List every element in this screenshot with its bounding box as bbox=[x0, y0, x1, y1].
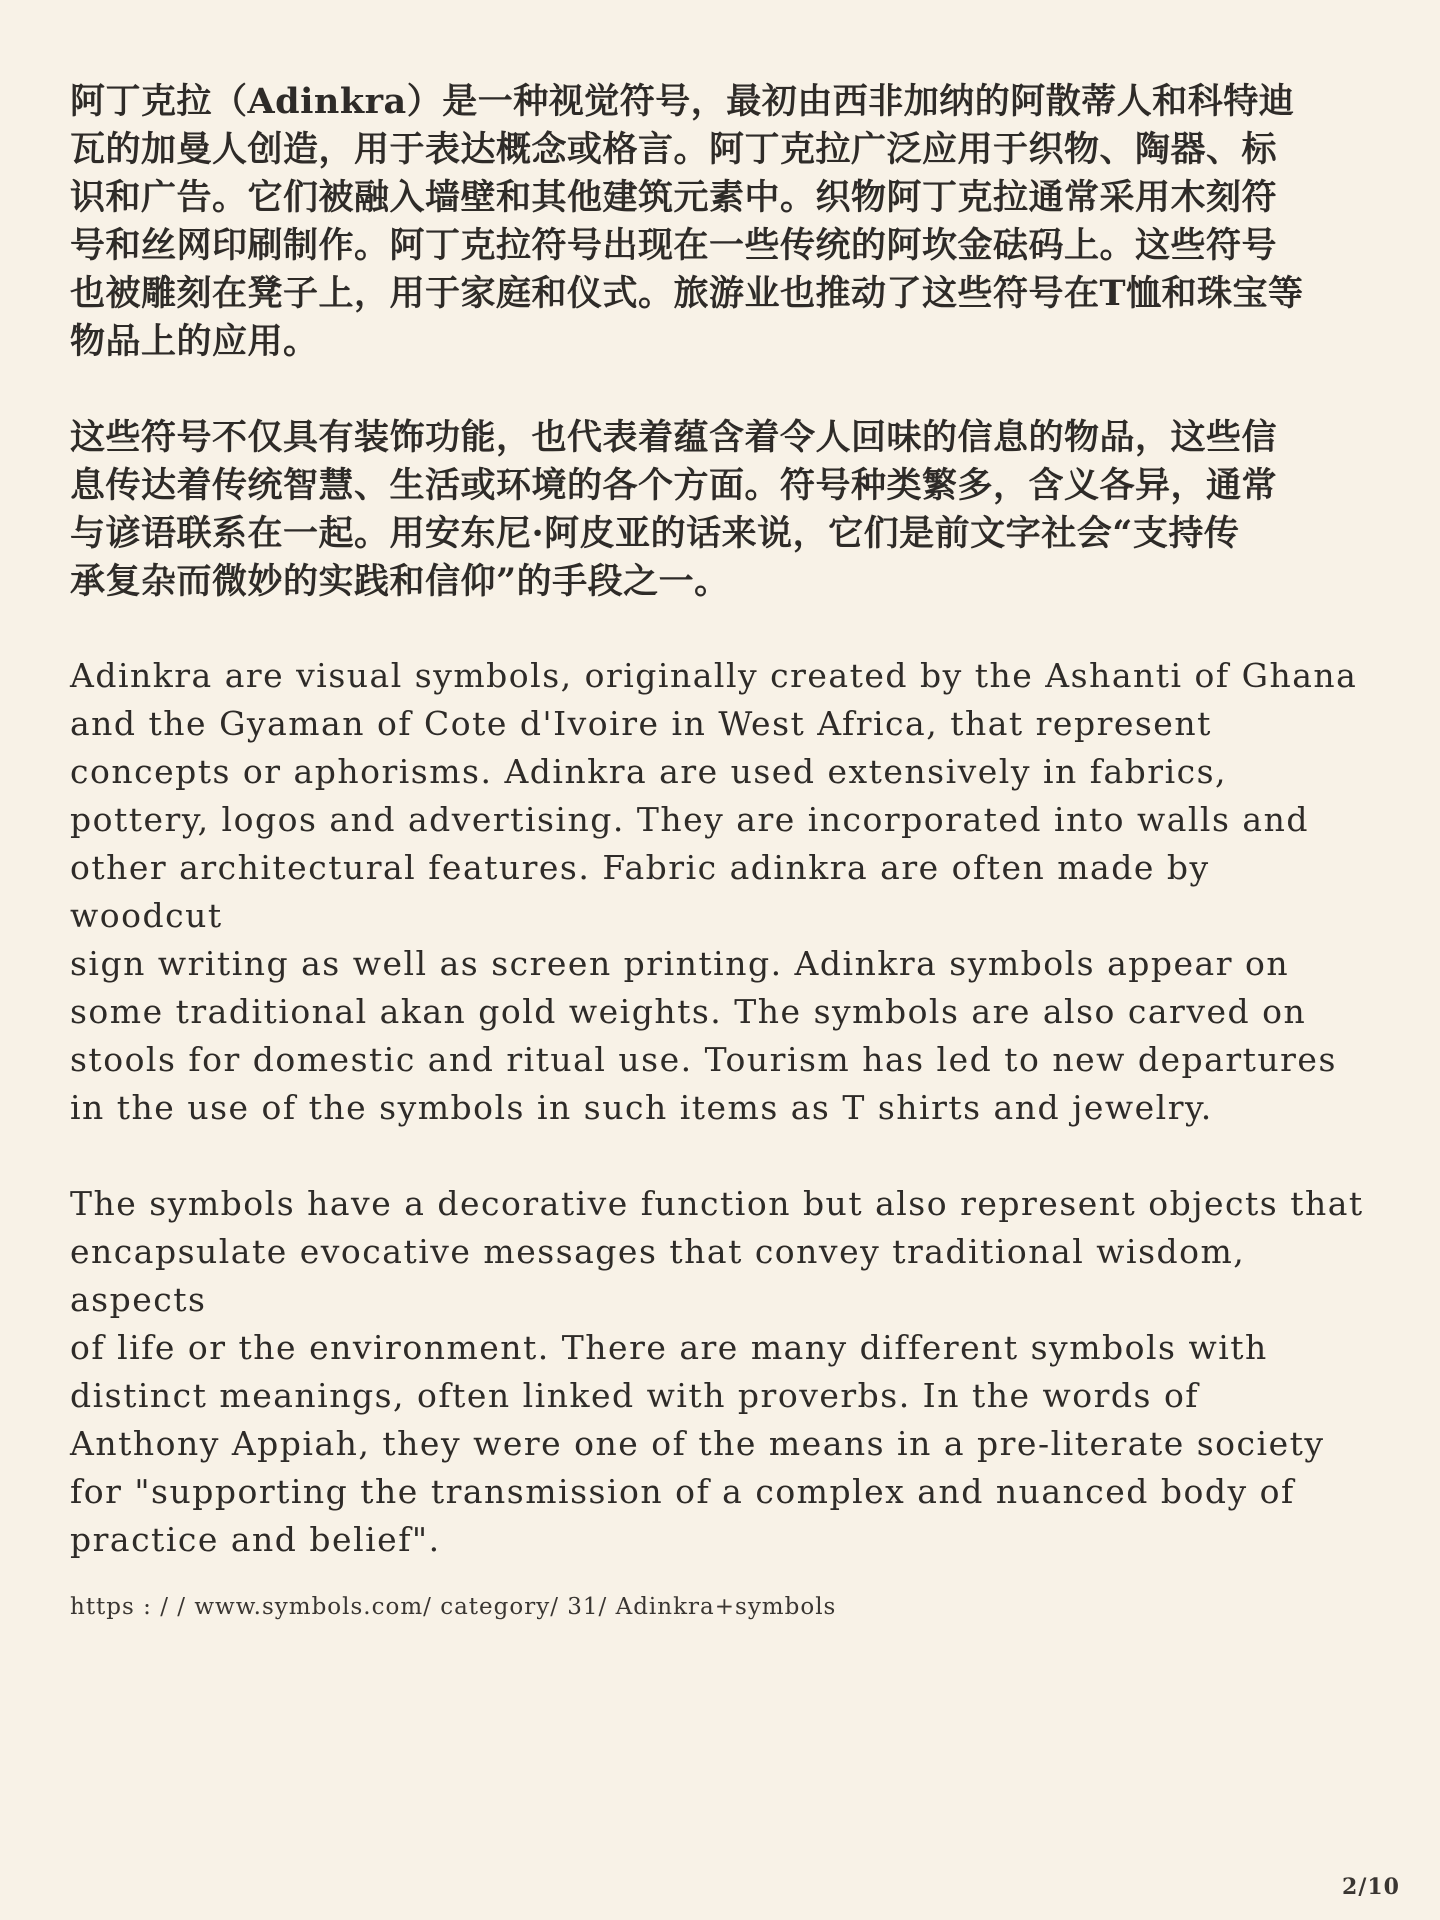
paragraph-en-2: The symbols have a decorative function but also represent objects that encapsulate evocative messages that convey traditional wisdom, aspects of life or the environment. There are many different symbols with distinct meanings, often linked with proverbs. In the words of Anthony Appiah, they were one of the means in a pre-literate society for "supporting the transmission of a complex and nuanced body of practice and belief". bbox=[70, 1184, 1364, 1559]
page-number: 2/10 bbox=[1342, 1874, 1400, 1900]
paragraph-zh-1: 阿丁克拉（Adinkra）是一种视觉符号，最初由西非加纳的阿散蒂人和科特迪 瓦的加曼人创造，用于表达概念或格言。阿丁克拉广泛应用于织物、陶器、标 识和广告。它们被融入墙壁和其他建筑元素中。织物阿丁克拉通常采用木刻符 号和丝网印刷制作。阿丁克拉符号出现在一些传统的阿坎金砝码上。这些符号 也被雕刻在凳子上，用于家庭和仪式。旅游业也推动了这些符号在T恤和珠宝等 物品上的应用。 bbox=[70, 81, 1304, 362]
paragraph-zh-2: 这些符号不仅具有装饰功能，也代表着蕴含着令人回味的信息的物品，这些信 息传达着传统智慧、生活或环境的各个方面。符号种类繁多，含义各异，通常 与谚语联系在一起。用安东尼·阿皮亚的话来说，它们是前文字社会“支持传 承复杂而微妙的实践和信仰”的手段之一。 bbox=[70, 417, 1278, 602]
paragraph-en-1: Adinkra are visual symbols, originally created by the Ashanti of Ghana and the Gyaman of Cote d'Ivoire in West Africa, that represent concepts or aphorisms. Adinkra are used extensively in fabrics, pottery, logos and advertising. They are incorporated into walls and other architectural features. Fabric adinkra are often made by woodcut sign writing as well as screen printing. Adinkra symbols appear on some traditional akan gold weights. The symbols are also carved on stools for domestic and ritual use. Tourism has led to new departures in the use of the symbols in such items as T shirts and jewelry. bbox=[70, 656, 1358, 1127]
document-page bbox=[70, 78, 1370, 1620]
source-link[interactable]: https : / / www.symbols.com/ category/ 31/ Adinkra+symbols bbox=[70, 1594, 837, 1620]
